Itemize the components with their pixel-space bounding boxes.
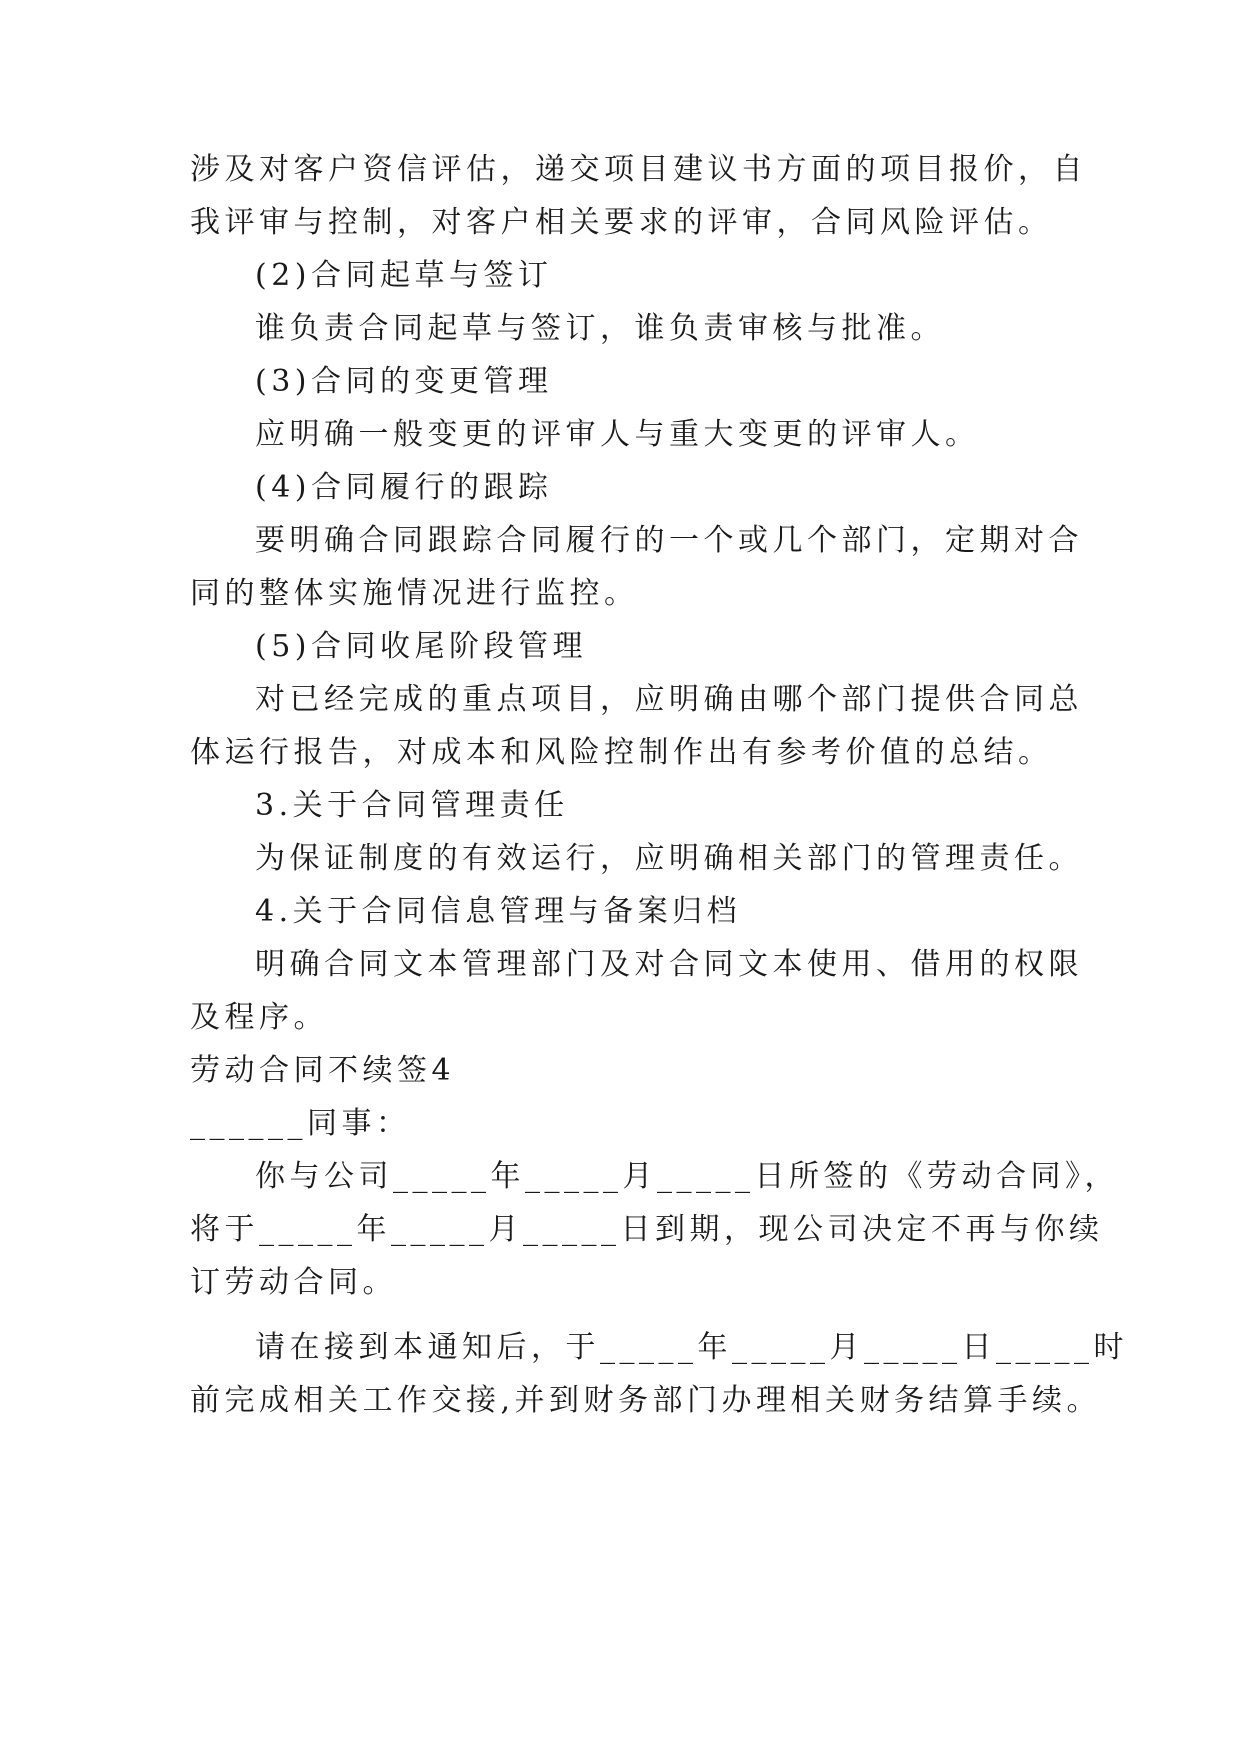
section-heading: (3)合同的变更管理 [255,364,553,399]
salutation: ______同事： [190,1106,411,1141]
paragraph-line: 对已经完成的重点项目，应明确由哪个部门提供合同总 [255,682,1083,717]
paragraph-line: 明确合同文本管理部门及对合同文本使用、借用的权限 [255,947,1083,982]
paragraph-line: 及程序。 [190,1000,328,1035]
paragraph-line: 我评审与控制，对客户相关要求的评审，合同风险评估。 [190,205,1053,240]
section-heading: (4)合同履行的跟踪 [255,470,553,505]
paragraph-line: 将于_____年_____月_____日到期，现公司决定不再与你续 [190,1212,1104,1247]
paragraph-line: 应明确一般变更的评审人与重大变更的评审人。 [255,417,980,452]
paragraph-line: 订劳动合同。 [190,1265,397,1300]
paragraph-line: 同的整体实施情况进行监控。 [190,576,639,611]
paragraph-line: 你与公司_____年_____月_____日所签的《劳动合同》， [255,1159,1119,1194]
document-title: 劳动合同不续签4 [190,1053,456,1088]
paragraph-line: 要明确合同跟踪合同履行的一个或几个部门，定期对合 [255,523,1083,558]
section-heading: (5)合同收尾阶段管理 [255,629,587,664]
section-heading: (2)合同起草与签订 [255,258,553,293]
paragraph-line: 体运行报告，对成本和风险控制作出有参考价值的总结。 [190,735,1053,770]
paragraph-line: 为保证制度的有效运行，应明确相关部门的管理责任。 [255,841,1083,876]
paragraph-line: 请在接到本通知后，于_____年_____月_____日_____时 [255,1330,1128,1365]
paragraph-line: 谁负责合同起草与签订，谁负责审核与批准。 [255,311,945,346]
section-heading: 4.关于合同信息管理与备案归档 [255,894,742,929]
paragraph-line: 前完成相关工作交接,并到财务部门办理相关财务结算手续。 [190,1383,1102,1418]
paragraph-line: 涉及对客户资信评估，递交项目建议书方面的项目报价，自 [190,152,1087,187]
section-heading: 3.关于合同管理责任 [255,788,569,823]
